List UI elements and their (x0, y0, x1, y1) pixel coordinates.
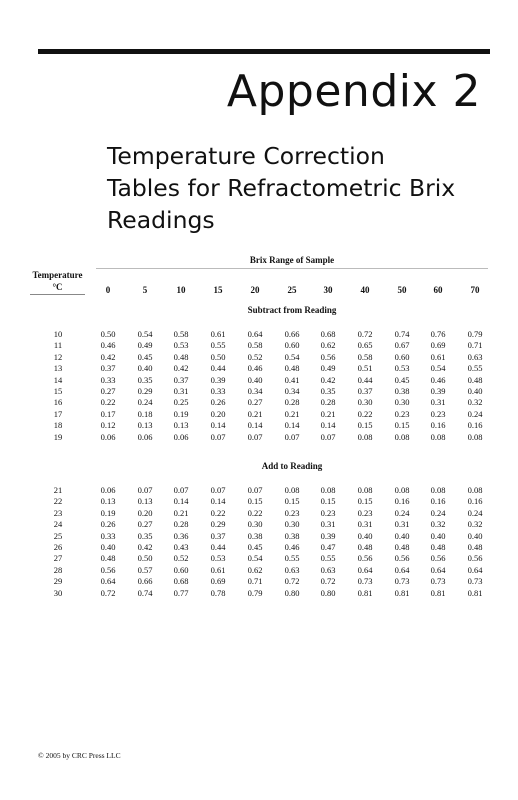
correction-value-cell: 0.18 (137, 408, 153, 419)
table-row (0, 340, 518, 351)
correction-value-cell: 0.69 (430, 340, 446, 351)
correction-value-cell: 0.37 (210, 530, 226, 541)
appendix-title: Appendix 2 (226, 66, 481, 117)
correction-value-cell: 0.48 (284, 363, 300, 374)
table-row (0, 485, 518, 496)
correction-value-cell: 0.32 (467, 519, 483, 530)
correction-value-cell: 0.56 (100, 564, 116, 575)
correction-value-cell: 0.21 (320, 408, 336, 419)
correction-value-cell: 0.24 (467, 408, 483, 419)
correction-value-cell: 0.65 (357, 340, 373, 351)
correction-value-cell: 0.40 (467, 530, 483, 541)
table-row (0, 519, 518, 530)
correction-value-cell: 0.55 (320, 553, 336, 564)
table-row (0, 329, 518, 340)
correction-value-cell: 0.58 (357, 351, 373, 362)
brix-column-header: 5 (142, 285, 148, 295)
temperature-cell: 19 (53, 431, 63, 442)
correction-value-cell: 0.40 (357, 530, 373, 541)
correction-value-cell: 0.20 (137, 507, 153, 518)
correction-value-cell: 0.08 (430, 485, 446, 495)
correction-value-cell: 0.37 (357, 386, 373, 396)
correction-value-cell: 0.15 (284, 496, 300, 507)
correction-value-cell: 0.56 (394, 553, 410, 564)
correction-value-cell: 0.08 (320, 485, 336, 495)
correction-value-cell: 0.16 (467, 420, 483, 431)
correction-value-cell: 0.53 (173, 340, 189, 351)
correction-value-cell: 0.63 (467, 351, 483, 362)
table-row (0, 496, 518, 507)
correction-value-cell: 0.35 (320, 386, 336, 396)
temperature-header-unit: °C (52, 282, 63, 292)
correction-value-cell: 0.39 (430, 386, 446, 396)
brix-column-header: 20 (250, 285, 260, 295)
correction-value-cell: 0.38 (247, 530, 263, 541)
correction-value-cell: 0.24 (137, 397, 153, 408)
correction-value-cell: 0.30 (247, 519, 263, 530)
correction-value-cell: 0.73 (467, 576, 483, 587)
temperature-cell: 17 (53, 408, 63, 419)
correction-value-cell: 0.28 (173, 519, 189, 530)
table-row (0, 531, 518, 542)
correction-value-cell: 0.15 (247, 496, 263, 507)
correction-value-cell: 0.66 (284, 329, 300, 339)
correction-value-cell: 0.07 (137, 485, 153, 495)
correction-value-cell: 0.08 (284, 485, 300, 495)
correction-value-cell: 0.14 (247, 420, 263, 431)
correction-value-cell: 0.41 (284, 374, 300, 385)
correction-value-cell: 0.61 (210, 564, 226, 575)
correction-value-cell: 0.31 (320, 519, 336, 530)
correction-value-cell: 0.48 (100, 553, 116, 564)
correction-value-cell: 0.63 (320, 564, 336, 575)
correction-value-cell: 0.12 (100, 420, 116, 431)
correction-value-cell: 0.06 (173, 431, 189, 442)
correction-value-cell: 0.30 (394, 397, 410, 408)
correction-value-cell: 0.23 (284, 507, 300, 518)
correction-value-cell: 0.44 (210, 542, 226, 552)
correction-value-cell: 0.13 (173, 420, 189, 431)
correction-value-cell: 0.54 (430, 363, 446, 374)
correction-value-cell: 0.33 (100, 374, 116, 385)
correction-value-cell: 0.08 (394, 485, 410, 495)
correction-value-cell: 0.62 (320, 340, 336, 351)
correction-value-cell: 0.47 (320, 542, 336, 552)
correction-value-cell: 0.14 (173, 496, 189, 507)
table-row (0, 352, 518, 363)
correction-value-cell: 0.81 (394, 587, 410, 598)
correction-value-cell: 0.64 (100, 576, 116, 587)
correction-value-cell: 0.50 (210, 351, 226, 362)
correction-value-cell: 0.69 (210, 576, 226, 587)
correction-value-cell: 0.29 (210, 519, 226, 530)
correction-value-cell: 0.25 (173, 397, 189, 408)
correction-value-cell: 0.48 (467, 542, 483, 552)
brix-column-header: 10 (176, 285, 186, 295)
correction-value-cell: 0.42 (100, 351, 116, 362)
correction-value-cell: 0.39 (320, 530, 336, 541)
correction-value-cell: 0.23 (357, 507, 373, 518)
temperature-cell: 25 (53, 530, 63, 541)
correction-value-cell: 0.72 (284, 576, 300, 587)
correction-value-cell: 0.08 (394, 431, 410, 442)
correction-value-cell: 0.28 (284, 397, 300, 408)
correction-value-cell: 0.22 (247, 507, 263, 518)
correction-value-cell: 0.07 (247, 485, 263, 495)
correction-value-cell: 0.63 (284, 564, 300, 575)
correction-value-cell: 0.13 (137, 420, 153, 431)
correction-value-cell: 0.81 (467, 587, 483, 598)
correction-value-cell: 0.21 (284, 408, 300, 419)
brix-column-header: 50 (397, 285, 407, 295)
temperature-cell: 14 (53, 374, 63, 385)
correction-value-cell: 0.26 (210, 397, 226, 408)
correction-value-cell: 0.38 (284, 530, 300, 541)
correction-value-cell: 0.22 (100, 397, 116, 408)
chapter-title-line-3: Readings (107, 206, 215, 234)
correction-value-cell: 0.64 (357, 564, 373, 575)
correction-value-cell: 0.36 (173, 530, 189, 541)
correction-value-cell: 0.64 (247, 329, 263, 339)
brix-column-headers (0, 285, 518, 297)
correction-value-cell: 0.07 (173, 485, 189, 495)
correction-value-cell: 0.56 (430, 553, 446, 564)
brix-range-header: Brix Range of Sample (249, 255, 335, 265)
correction-value-cell: 0.54 (247, 553, 263, 564)
copyright-footer: © 2005 by CRC Press LLC (38, 751, 121, 760)
correction-value-cell: 0.08 (430, 431, 446, 442)
correction-value-cell: 0.26 (100, 519, 116, 530)
correction-value-cell: 0.66 (137, 576, 153, 587)
correction-value-cell: 0.14 (284, 420, 300, 431)
temperature-cell: 15 (53, 386, 63, 396)
correction-value-cell: 0.37 (173, 374, 189, 385)
table-row (0, 386, 518, 397)
correction-value-cell: 0.71 (467, 340, 483, 351)
correction-value-cell: 0.46 (247, 363, 263, 374)
temperature-cell: 29 (53, 576, 63, 587)
table-row (0, 588, 518, 599)
correction-value-cell: 0.27 (247, 397, 263, 408)
correction-value-cell: 0.27 (137, 519, 153, 530)
correction-value-cell: 0.07 (210, 485, 226, 495)
temperature-cell: 11 (53, 340, 63, 351)
temperature-cell: 18 (53, 420, 63, 431)
correction-value-cell: 0.48 (467, 374, 483, 385)
correction-value-cell: 0.81 (357, 587, 373, 598)
correction-value-cell: 0.61 (430, 351, 446, 362)
correction-value-cell: 0.72 (320, 576, 336, 587)
brix-column-header: 30 (323, 285, 333, 295)
correction-value-cell: 0.60 (284, 340, 300, 351)
correction-value-cell: 0.21 (173, 507, 189, 518)
correction-value-cell: 0.16 (430, 496, 446, 507)
correction-value-cell: 0.08 (467, 485, 483, 495)
correction-value-cell: 0.57 (137, 564, 153, 575)
temperature-cell: 23 (53, 507, 63, 518)
correction-value-cell: 0.49 (137, 340, 153, 351)
temperature-cell: 27 (53, 553, 63, 564)
correction-value-cell: 0.15 (357, 420, 373, 431)
correction-value-cell: 0.49 (320, 363, 336, 374)
brix-column-header: 25 (287, 285, 297, 295)
table-row (0, 363, 518, 374)
table-row (0, 565, 518, 576)
correction-value-cell: 0.23 (394, 408, 410, 419)
correction-value-cell: 0.13 (100, 496, 116, 507)
correction-value-cell: 0.68 (320, 329, 336, 339)
table-row (0, 508, 518, 519)
correction-value-cell: 0.45 (247, 542, 263, 552)
correction-value-cell: 0.07 (210, 431, 226, 442)
correction-value-cell: 0.78 (210, 587, 226, 598)
correction-value-cell: 0.42 (137, 542, 153, 552)
correction-value-cell: 0.40 (137, 363, 153, 374)
correction-value-cell: 0.28 (320, 397, 336, 408)
correction-value-cell: 0.24 (394, 507, 410, 518)
correction-value-cell: 0.50 (137, 553, 153, 564)
correction-value-cell: 0.79 (467, 329, 483, 339)
correction-value-cell: 0.32 (467, 397, 483, 408)
temperature-cell: 21 (53, 485, 63, 495)
table-row (0, 420, 518, 431)
correction-value-cell: 0.14 (320, 420, 336, 431)
correction-value-cell: 0.48 (173, 351, 189, 362)
correction-value-cell: 0.64 (430, 564, 446, 575)
temperature-cell: 28 (53, 564, 63, 575)
correction-value-cell: 0.43 (173, 542, 189, 552)
correction-value-cell: 0.55 (467, 363, 483, 374)
correction-value-cell: 0.64 (467, 564, 483, 575)
correction-value-cell: 0.37 (100, 363, 116, 374)
correction-value-cell: 0.74 (137, 587, 153, 598)
correction-value-cell: 0.16 (430, 420, 446, 431)
correction-value-cell: 0.48 (357, 542, 373, 552)
table-row (0, 375, 518, 386)
correction-value-cell: 0.35 (137, 374, 153, 385)
correction-value-cell: 0.80 (284, 587, 300, 598)
brix-column-header: 40 (360, 285, 370, 295)
correction-value-cell: 0.81 (430, 587, 446, 598)
correction-value-cell: 0.39 (210, 374, 226, 385)
correction-value-cell: 0.56 (467, 553, 483, 564)
correction-value-cell: 0.23 (320, 507, 336, 518)
correction-value-cell: 0.51 (357, 363, 373, 374)
correction-value-cell: 0.76 (430, 329, 446, 339)
correction-value-cell: 0.07 (320, 431, 336, 442)
correction-value-cell: 0.48 (430, 542, 446, 552)
correction-value-cell: 0.79 (247, 587, 263, 598)
temperature-cell: 30 (53, 587, 63, 598)
correction-value-cell: 0.27 (100, 386, 116, 396)
correction-value-cell: 0.17 (100, 408, 116, 419)
correction-value-cell: 0.53 (210, 553, 226, 564)
correction-value-cell: 0.29 (137, 386, 153, 396)
correction-value-cell: 0.06 (137, 431, 153, 442)
correction-value-cell: 0.58 (247, 340, 263, 351)
correction-value-cell: 0.46 (430, 374, 446, 385)
correction-value-cell: 0.58 (173, 329, 189, 339)
chapter-title-line-2: Tables for Refractometric Brix (107, 174, 456, 202)
correction-value-cell: 0.54 (284, 351, 300, 362)
correction-value-cell: 0.64 (394, 564, 410, 575)
correction-value-cell: 0.40 (394, 530, 410, 541)
correction-value-cell: 0.52 (247, 351, 263, 362)
correction-value-cell: 0.80 (320, 587, 336, 598)
correction-value-cell: 0.52 (173, 553, 189, 564)
correction-value-cell: 0.40 (467, 386, 483, 396)
correction-value-cell: 0.53 (394, 363, 410, 374)
correction-value-cell: 0.22 (357, 408, 373, 419)
correction-value-cell: 0.40 (430, 530, 446, 541)
temperature-cell: 16 (53, 397, 63, 408)
correction-value-cell: 0.08 (357, 431, 373, 442)
correction-value-cell: 0.20 (210, 408, 226, 419)
top-rule (38, 49, 490, 54)
correction-value-cell: 0.08 (357, 485, 373, 495)
correction-value-cell: 0.14 (210, 420, 226, 431)
temperature-header-label: Temperature (32, 270, 83, 280)
table-row (0, 553, 518, 564)
correction-value-cell: 0.44 (210, 363, 226, 374)
correction-value-cell: 0.73 (394, 576, 410, 587)
correction-value-cell: 0.24 (430, 507, 446, 518)
correction-value-cell: 0.40 (247, 374, 263, 385)
table-row (0, 576, 518, 587)
section-label: Subtract from Reading (247, 305, 337, 315)
correction-value-cell: 0.60 (394, 351, 410, 362)
correction-value-cell: 0.72 (100, 587, 116, 598)
correction-value-cell: 0.56 (357, 553, 373, 564)
table-row (0, 432, 518, 443)
correction-value-cell: 0.61 (210, 329, 226, 339)
correction-value-cell: 0.73 (357, 576, 373, 587)
chapter-title-line-1: Temperature Correction (107, 142, 385, 170)
correction-value-cell: 0.42 (173, 363, 189, 374)
correction-value-cell: 0.15 (357, 496, 373, 507)
temperature-cell: 26 (53, 542, 63, 552)
correction-value-cell: 0.15 (320, 496, 336, 507)
temperature-cell: 10 (53, 329, 63, 339)
correction-value-cell: 0.30 (357, 397, 373, 408)
correction-value-cell: 0.24 (467, 507, 483, 518)
correction-value-cell: 0.07 (247, 431, 263, 442)
correction-value-cell: 0.14 (210, 496, 226, 507)
table-row (0, 542, 518, 553)
correction-value-cell: 0.16 (394, 496, 410, 507)
correction-value-cell: 0.42 (320, 374, 336, 385)
correction-value-cell: 0.30 (284, 519, 300, 530)
correction-value-cell: 0.33 (100, 530, 116, 541)
correction-value-cell: 0.44 (357, 374, 373, 385)
table-row (0, 409, 518, 420)
brix-column-header: 60 (433, 285, 443, 295)
correction-value-cell: 0.23 (430, 408, 446, 419)
correction-value-cell: 0.48 (394, 542, 410, 552)
chapter-title (107, 140, 487, 236)
correction-value-cell: 0.13 (137, 496, 153, 507)
correction-value-cell: 0.54 (137, 329, 153, 339)
correction-value-cell: 0.31 (357, 519, 373, 530)
correction-value-cell: 0.73 (430, 576, 446, 587)
correction-value-cell: 0.62 (247, 564, 263, 575)
correction-value-cell: 0.45 (394, 374, 410, 385)
correction-value-cell: 0.56 (320, 351, 336, 362)
correction-value-cell: 0.55 (284, 553, 300, 564)
temperature-cell: 22 (53, 496, 63, 507)
temperature-cell: 24 (53, 519, 63, 530)
correction-value-cell: 0.08 (467, 431, 483, 442)
section-label: Add to Reading (261, 461, 323, 471)
correction-value-cell: 0.38 (394, 386, 410, 396)
correction-value-cell: 0.50 (100, 329, 116, 339)
correction-value-cell: 0.19 (100, 507, 116, 518)
table-row (0, 397, 518, 408)
correction-value-cell: 0.33 (210, 386, 226, 396)
correction-value-cell: 0.77 (173, 587, 189, 598)
correction-value-cell: 0.34 (284, 386, 300, 396)
correction-value-cell: 0.19 (173, 408, 189, 419)
correction-value-cell: 0.55 (210, 340, 226, 351)
temperature-cell: 13 (53, 363, 63, 374)
correction-value-cell: 0.68 (173, 576, 189, 587)
correction-value-cell: 0.46 (100, 340, 116, 351)
correction-value-cell: 0.35 (137, 530, 153, 541)
correction-value-cell: 0.32 (430, 519, 446, 530)
brix-header-rule (96, 268, 488, 269)
correction-value-cell: 0.06 (100, 431, 116, 442)
correction-value-cell: 0.07 (284, 431, 300, 442)
temperature-cell: 12 (53, 351, 63, 362)
brix-column-header: 70 (470, 285, 480, 295)
correction-value-cell: 0.74 (394, 329, 410, 339)
correction-value-cell: 0.45 (137, 351, 153, 362)
correction-value-cell: 0.31 (394, 519, 410, 530)
correction-value-cell: 0.60 (173, 564, 189, 575)
correction-value-cell: 0.22 (210, 507, 226, 518)
correction-value-cell: 0.16 (467, 496, 483, 507)
brix-column-header: 0 (105, 285, 111, 295)
correction-value-cell: 0.34 (247, 386, 263, 396)
correction-value-cell: 0.40 (100, 542, 116, 552)
correction-value-cell: 0.71 (247, 576, 263, 587)
correction-value-cell: 0.21 (247, 408, 263, 419)
correction-value-cell: 0.31 (430, 397, 446, 408)
correction-value-cell: 0.15 (394, 420, 410, 431)
brix-column-header: 15 (213, 285, 223, 295)
correction-value-cell: 0.46 (284, 542, 300, 552)
correction-value-cell: 0.31 (173, 386, 189, 396)
correction-value-cell: 0.06 (100, 485, 116, 495)
correction-value-cell: 0.72 (357, 329, 373, 339)
correction-value-cell: 0.67 (394, 340, 410, 351)
